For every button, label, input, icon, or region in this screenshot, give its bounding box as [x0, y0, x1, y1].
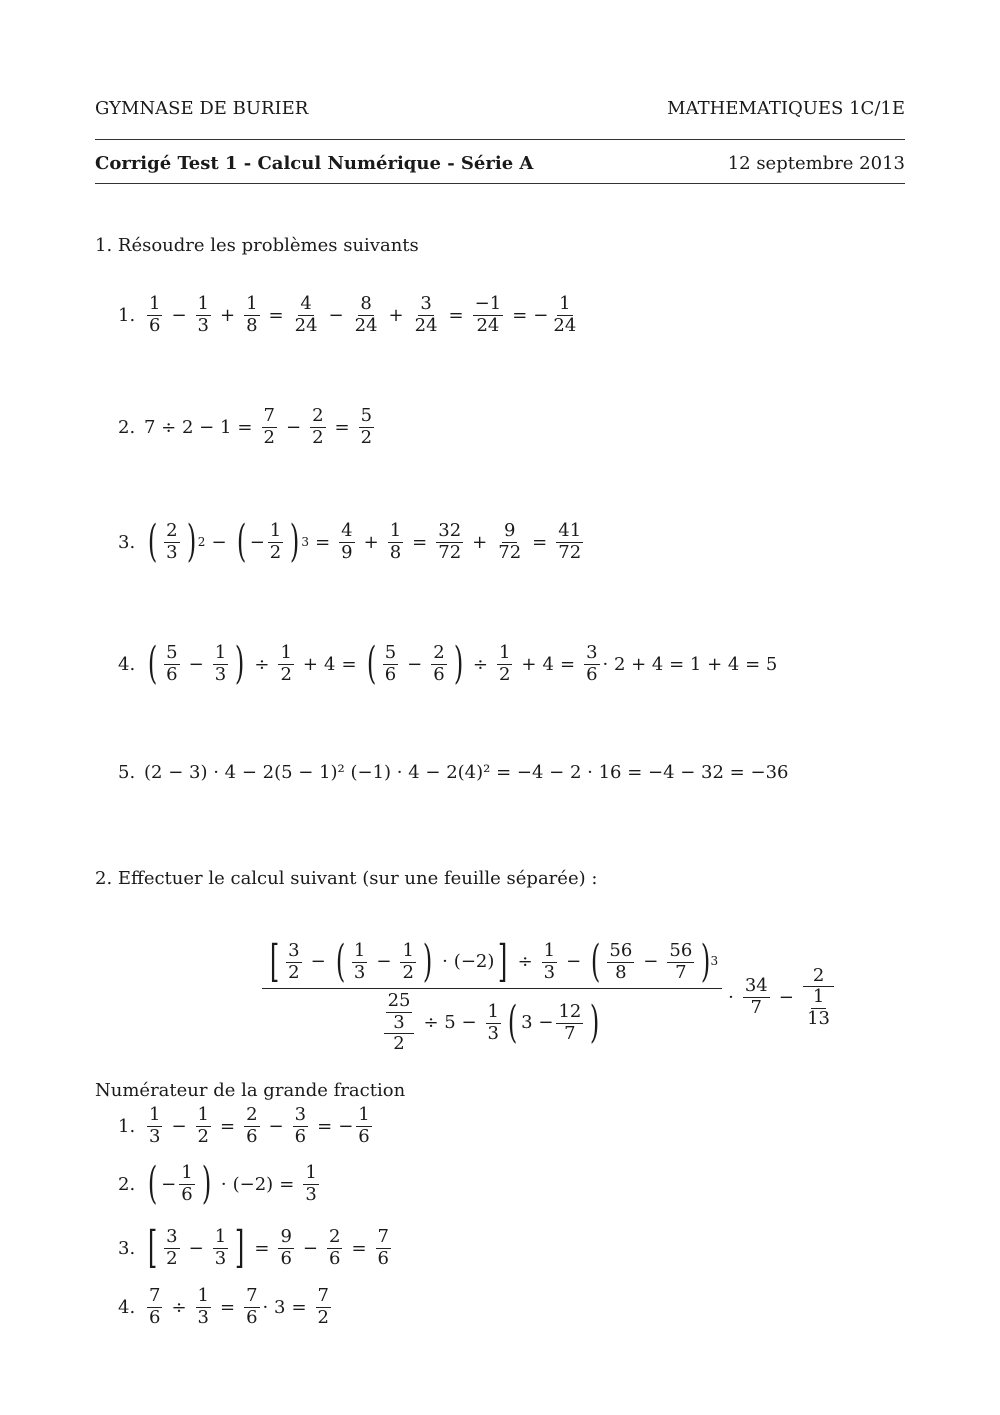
document-date: 12 septembre 2013: [727, 153, 905, 174]
step-number: 2.: [118, 1173, 136, 1195]
problem-number: 2.: [118, 416, 136, 438]
course-name: MATHEMATIQUES 1C/1E: [667, 98, 905, 119]
problem-1: 1. $\frac{1}{6}$ − $\frac{1}{3}$ + $\frac{1}{8}$ = $\frac{4}{24}$ − $\frac{8}{24}$ + $\frac{3}{24}$ = $\frac{-1}{24}$ = − $\frac{1}{24}$: [118, 293, 577, 336]
document-title: Corrigé Test 1 - Calcul Numérique - Série A: [95, 153, 534, 174]
header-rule-bottom: [95, 183, 905, 184]
problem-2: 2. 7 ÷ 2 − 1 = $\frac{7}{2}$ − $\frac{2}{2}$ = $\frac{5}{2}$: [118, 405, 373, 448]
section-2-subtitle: Numérateur de la grande fraction: [95, 1080, 406, 1101]
step-number: 1.: [118, 1115, 136, 1137]
problem-4: 4. ( $\frac{5}{6}$ − $\frac{1}{3}$ ) ÷ $\frac{1}{2}$ + 4 = ( $\frac{5}{6}$ − $\frac{2}{6}$ ) ÷ $\frac{1}{2}$ + 4 = $\frac{3}{6}$ · 2 + 4 = 1 + 4 = 5: [118, 638, 778, 689]
problem-number: 3.: [118, 531, 136, 553]
problem-3: 3. ( $\frac{2}{3}$ ) 2 − ( − $\frac{1}{2}$ ) 3 = $\frac{4}{9}$ + $\frac{1}{8}$ = $\frac{32}{72}$ + $\frac{9}{72}$ = $\frac{41}{72}$: [118, 516, 582, 567]
section-1-title: 1. Résoudre les problèmes suivants: [95, 235, 419, 256]
header-rule-top: [95, 139, 905, 140]
step-number: 4.: [118, 1296, 136, 1318]
step-4: 4. $\frac{7}{6}$ ÷ $\frac{1}{3}$ = $\frac{7}{6}$ · 3 = $\frac{7}{2}$: [118, 1285, 329, 1328]
step-2: 2. ( − $\frac{1}{6}$ ) · (−2) = $\frac{1}{3}$: [118, 1158, 317, 1209]
big-fraction-expression: [ $\frac{3}{2}$ − ( $\frac{1}{3}$ − $\frac{1}{2}$ ) · (−2) ] ÷ $\frac{1}{3}$ − ( $\frac{56}{8}$ − $\frac{56}{7}$ ) 3 $\frac{\frac{25}{3}}{2}$ ÷ 5 − $\frac{1}{3}$ ( 3 − $\frac{12}{7}$ ) · $\frac{34}{7}$ − $\frac{2}{\frac{1}{13}}$: [262, 940, 837, 1055]
step-1: 1. $\frac{1}{3}$ − $\frac{1}{2}$ = $\frac{2}{6}$ − $\frac{3}{6}$ = − $\frac{1}{6}$: [118, 1104, 370, 1147]
step-3: 3. [ $\frac{3}{2}$ − $\frac{1}{3}$ ] = $\frac{9}{6}$ − $\frac{2}{6}$ = $\frac{7}{6}$: [118, 1222, 389, 1273]
problem-number: 5.: [118, 762, 136, 783]
problem-5-expression: (2 − 3) · 4 − 2(5 − 1)² (−1) · 4 − 2(4)² = −4 − 2 · 16 = −4 − 32 = −36: [144, 762, 789, 783]
school-name: GYMNASE DE BURIER: [95, 98, 309, 119]
step-number: 3.: [118, 1237, 136, 1259]
section-2-title: 2. Effectuer le calcul suivant (sur une feuille séparée) :: [95, 868, 598, 889]
problem-5: [118, 762, 788, 783]
problem-number: 1.: [118, 304, 136, 326]
problem-number: 4.: [118, 653, 136, 675]
